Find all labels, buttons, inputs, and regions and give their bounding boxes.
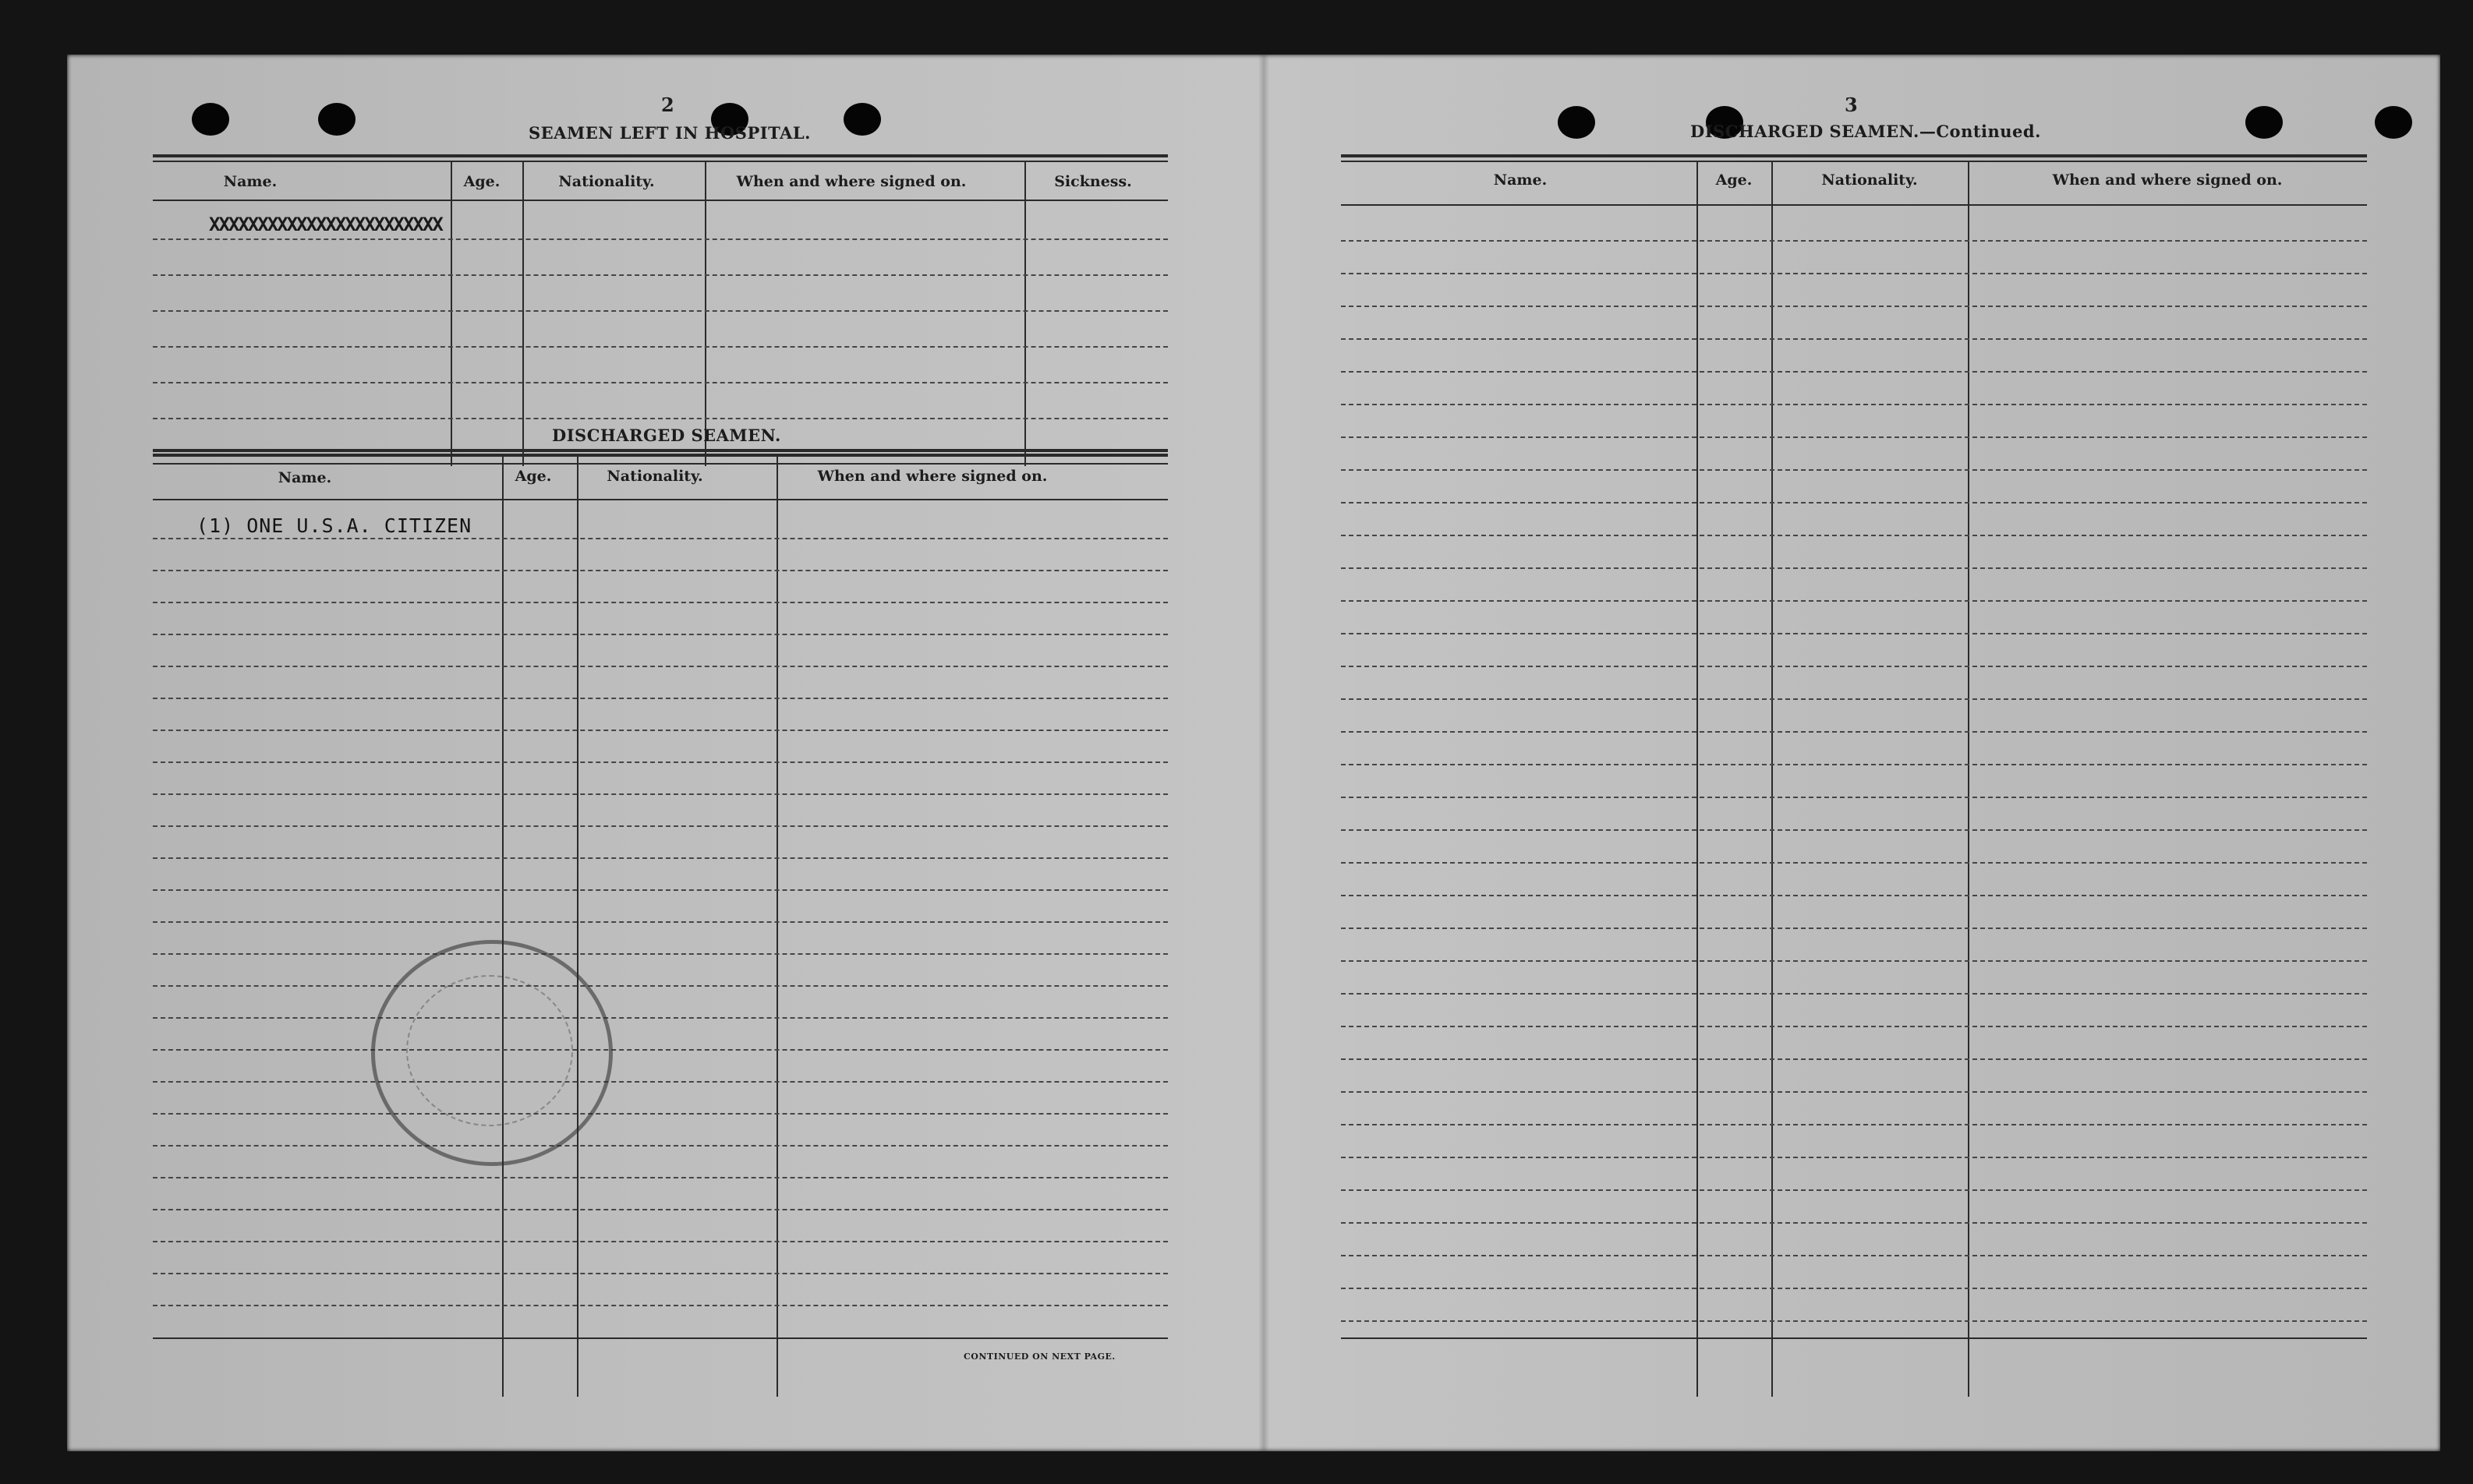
entry-line xyxy=(1341,829,2367,831)
entry-line xyxy=(1341,1320,2367,1322)
entry-line xyxy=(1341,1058,2367,1060)
column-divider xyxy=(522,161,524,466)
column-header-age: Age. xyxy=(1715,171,1753,189)
entry-line xyxy=(1341,1255,2367,1256)
entry-line xyxy=(1341,273,2367,274)
column-header-age: Age. xyxy=(463,173,501,190)
column-divider xyxy=(1024,161,1026,466)
entry-line xyxy=(1341,371,2367,373)
table-rule xyxy=(153,1337,1168,1339)
entry-line xyxy=(153,1113,1168,1115)
column-divider xyxy=(502,455,504,1397)
entry-line xyxy=(153,1209,1168,1210)
punch-hole xyxy=(318,103,356,136)
entry-line xyxy=(153,761,1168,763)
entry-line xyxy=(1341,797,2367,798)
entry-line xyxy=(1341,895,2367,896)
entry-line xyxy=(1341,436,2367,438)
right-page xyxy=(1269,55,2440,1451)
document-sheet xyxy=(67,55,2440,1451)
table-rule xyxy=(153,463,1168,465)
column-divider xyxy=(1696,161,1698,1397)
struck-out-entry: XXXXXXXXXXXXXXXXXXXXXXXX xyxy=(209,214,442,235)
table-rule xyxy=(1341,154,2367,157)
entry-line xyxy=(153,793,1168,795)
entry-line xyxy=(153,921,1168,923)
entry-line xyxy=(1341,764,2367,765)
entry-line xyxy=(153,666,1168,667)
entry-line xyxy=(153,418,1168,419)
punch-hole xyxy=(1558,106,1595,139)
entry-line xyxy=(1341,306,2367,307)
entry-line xyxy=(1341,1091,2367,1093)
column-header-nationality: Nationality. xyxy=(558,173,655,190)
discharged-continued-title: DISCHARGED SEAMEN.—Continued. xyxy=(1690,122,2041,141)
entry-line xyxy=(153,274,1168,276)
column-header-age: Age. xyxy=(515,468,552,485)
punch-hole xyxy=(192,103,229,136)
entry-line xyxy=(153,634,1168,635)
entry-line xyxy=(1341,567,2367,569)
entry-line xyxy=(1341,698,2367,700)
column-divider xyxy=(577,455,578,1397)
table-rule xyxy=(1341,204,2367,206)
entry-line xyxy=(153,1081,1168,1083)
table-rule xyxy=(153,449,1168,452)
entry-line xyxy=(153,698,1168,699)
discharged-section-title: DISCHARGED SEAMEN. xyxy=(552,426,781,445)
entry-line xyxy=(153,953,1168,955)
column-divider xyxy=(451,161,452,466)
entry-line xyxy=(1341,404,2367,405)
continued-note: CONTINUED ON NEXT PAGE. xyxy=(964,1352,1116,1362)
column-header-nationality: Nationality. xyxy=(1821,171,1918,189)
table-rule xyxy=(153,455,1168,457)
left-page xyxy=(67,55,1258,1451)
entry-line xyxy=(1341,1288,2367,1289)
table-rule xyxy=(1341,161,2367,162)
table-rule xyxy=(1341,1337,2367,1339)
entry-line xyxy=(153,1305,1168,1306)
entry-line xyxy=(153,1273,1168,1274)
column-divider xyxy=(1968,161,1969,1397)
entry-line xyxy=(153,1017,1168,1019)
entry-line xyxy=(1341,1026,2367,1027)
column-header-name: Name. xyxy=(1493,171,1548,189)
inspection-stamp xyxy=(371,940,613,1166)
table-rule xyxy=(153,200,1168,201)
entry-line xyxy=(1341,1222,2367,1224)
center-fold xyxy=(1258,55,1269,1451)
entry-line xyxy=(1341,1124,2367,1125)
entry-line xyxy=(1341,1157,2367,1158)
entry-line xyxy=(153,570,1168,571)
column-divider xyxy=(705,161,706,466)
entry-line xyxy=(1341,338,2367,340)
table-rule xyxy=(153,499,1168,500)
discharged-entry: (1) ONE U.S.A. CITIZEN xyxy=(196,514,472,537)
entry-line xyxy=(1341,928,2367,929)
column-header-signed-on: When and where signed on. xyxy=(2052,171,2283,189)
entry-line xyxy=(1341,600,2367,602)
entry-line xyxy=(1341,502,2367,504)
entry-line xyxy=(153,238,1168,240)
entry-line xyxy=(153,825,1168,827)
entry-line xyxy=(1341,535,2367,536)
table-rule xyxy=(153,154,1168,157)
entry-line xyxy=(1341,469,2367,471)
entry-line xyxy=(153,1177,1168,1178)
entry-line xyxy=(1341,633,2367,634)
entry-line xyxy=(153,1241,1168,1242)
entry-line xyxy=(1341,960,2367,962)
punch-hole xyxy=(2245,106,2283,139)
entry-line xyxy=(153,538,1168,539)
hospital-section-title: SEAMEN LEFT IN HOSPITAL. xyxy=(529,123,811,143)
entry-line xyxy=(153,310,1168,312)
column-divider xyxy=(1771,161,1773,1397)
entry-line xyxy=(153,985,1168,987)
column-header-sickness: Sickness. xyxy=(1054,173,1132,190)
page-number: 2 xyxy=(661,94,674,116)
entry-line xyxy=(1341,666,2367,667)
column-header-name: Name. xyxy=(278,469,332,486)
column-header-signed-on: When and where signed on. xyxy=(817,468,1048,485)
entry-line xyxy=(153,1145,1168,1147)
entry-line xyxy=(1341,1189,2367,1191)
entry-line xyxy=(1341,993,2367,995)
stamp-inner-ring xyxy=(406,975,573,1126)
entry-line xyxy=(1341,240,2367,242)
column-header-name: Name. xyxy=(223,173,278,190)
column-divider xyxy=(777,455,778,1397)
entry-line xyxy=(153,382,1168,383)
entry-line xyxy=(1341,731,2367,733)
entry-line xyxy=(153,889,1168,891)
entry-line xyxy=(153,346,1168,348)
entry-line xyxy=(153,730,1168,731)
table-rule xyxy=(153,161,1168,162)
entry-line xyxy=(153,1049,1168,1051)
entry-line xyxy=(1341,862,2367,864)
page-number: 3 xyxy=(1845,94,1858,116)
column-header-signed-on: When and where signed on. xyxy=(736,173,967,190)
entry-line xyxy=(153,857,1168,859)
punch-hole xyxy=(844,103,881,136)
punch-hole xyxy=(2375,106,2412,139)
column-header-nationality: Nationality. xyxy=(607,468,703,485)
entry-line xyxy=(153,602,1168,603)
